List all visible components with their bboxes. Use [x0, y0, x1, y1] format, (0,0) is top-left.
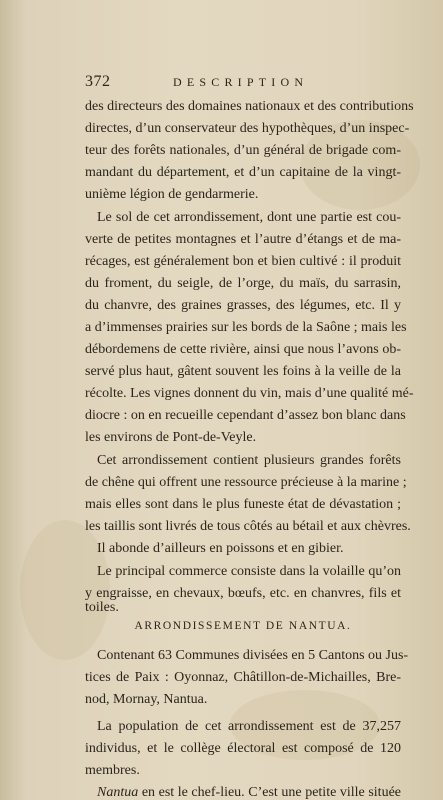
text-line: récages, est généralement bon et bien cultivé : il produit: [85, 254, 401, 269]
page-number: 372: [85, 73, 111, 90]
text-line: La population de cet arrondissement est de 37,257: [97, 719, 401, 734]
text-line: Il abonde d’ailleurs en poissons et en gibier.: [97, 541, 344, 556]
text-line: des directeurs des domaines nationaux et des contributions: [85, 99, 414, 114]
text-line: mais elles sont dans le plus funeste état de dévastation ;: [85, 497, 401, 512]
text-line: servé plus haut, gâtent souvent les foins à la veille de la: [85, 364, 401, 379]
text-line: diocre : on en recueille cependant d’assez bon blanc dans: [85, 408, 406, 423]
text-line: Le principal commerce consiste dans la volaille qu’on: [97, 564, 401, 579]
text-line: du froment, du seigle, de l’orge, du maïs, du sarrasin,: [85, 276, 401, 291]
text-line: tices de Paix : Oyonnaz, Châtillon-de-Michailles, Bre-: [85, 670, 401, 685]
text-line: les taillis sont livrés de tous côtés au bétail et aux chèvres.: [85, 519, 411, 534]
text-line: y engraisse, en chevaux, bœufs, etc. en chanvres, fils et: [85, 586, 401, 601]
text-line: nod, Mornay, Nantua.: [85, 692, 208, 707]
text-line: directes, d’un conservateur des hypothèques, d’un inspec-: [85, 121, 410, 136]
text-line: débordemens de cette rivière, ainsi que nous l’avons ob-: [85, 342, 401, 357]
text-line: unième légion de gendarmerie.: [85, 187, 259, 202]
text-line: de chêne qui offrent une ressource précieuse à la marine ;: [85, 475, 407, 490]
text-line: a d’immenses prairies sur les bords de la Saône ; mais les: [85, 320, 407, 335]
text-line: toiles.: [85, 600, 119, 615]
text-line: teur des forêts nationales, d’un général de brigade com-: [85, 143, 401, 158]
text-line: Cet arrondissement contient plusieurs grandes forêts: [97, 453, 401, 468]
page-header: [85, 73, 395, 93]
text-line: les environs de Pont-de-Veyle.: [85, 430, 257, 445]
text-line: récolte. Les vignes donnent du vin, mais d’une qualité mé-: [85, 386, 414, 401]
text-line: membres.: [85, 763, 140, 778]
text-line: Le sol de cet arrondissement, dont une partie est cou-: [97, 210, 401, 225]
text-line: Nantua en est le chef-lieu. C’est une petite ville située: [97, 785, 401, 800]
text-line: mandant du département, et d’un capitaine de la vingt-: [85, 165, 401, 180]
text-line: du chanvre, des graines grasses, des légumes, etc. Il y: [85, 298, 401, 313]
place-name: Nantua: [97, 785, 139, 800]
text-line: Contenant 63 Communes divisées en 5 Cantons ou Jus-: [97, 648, 409, 663]
text-line: verte de petites montagnes et l’autre d’étangs et de ma-: [85, 232, 401, 247]
section-heading: ARRONDISSEMENT DE NANTUA.: [134, 620, 352, 632]
text-line: individus, et le collège électoral est composé de 120: [85, 741, 401, 756]
running-head: DESCRIPTION: [173, 75, 309, 89]
